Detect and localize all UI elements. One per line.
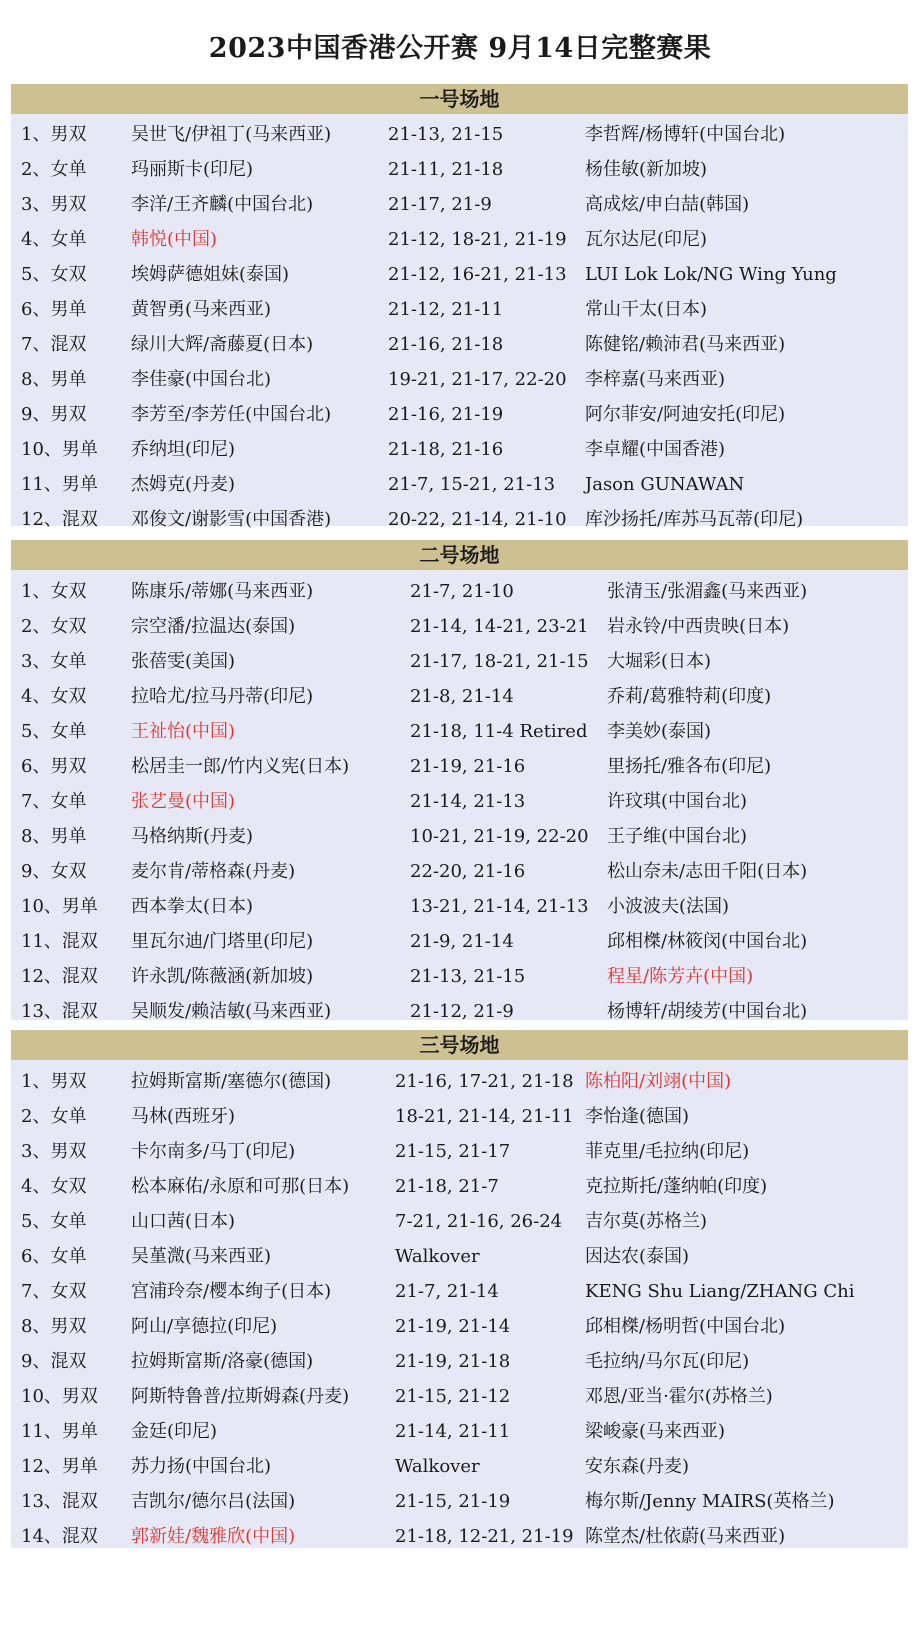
match-row (11, 994, 908, 1029)
match-number: 8、男单 (21, 826, 87, 847)
player-1: 苏力扬(中国台北) (131, 1456, 272, 1477)
match-number: 6、男双 (21, 756, 87, 777)
match-row (11, 187, 908, 222)
player-1: 张艺曼(中国) (131, 791, 236, 812)
player-2: 邱相榤/杨明哲(中国台北) (585, 1316, 786, 1337)
match-score: 10-21, 21-19, 22-20 (410, 826, 589, 847)
player-1: 陈康乐/蒂娜(马来西亚) (131, 581, 314, 602)
player-1: 马格纳斯(丹麦) (131, 826, 254, 847)
player-2: 瓦尔达尼(印尼) (585, 229, 708, 250)
player-1: 拉哈尤/拉马丹蒂(印尼) (131, 686, 314, 707)
match-number: 1、男双 (21, 124, 87, 145)
match-row (11, 644, 908, 679)
match-row (11, 854, 908, 889)
match-score: 7-21, 21-16, 26-24 (395, 1211, 563, 1232)
match-score: 21-16, 21-19 (388, 404, 504, 425)
player-1: 吴世飞/伊祖丁(马来西亚) (131, 124, 332, 145)
match-score: 21-15, 21-19 (395, 1491, 511, 1512)
player-2: 常山干太(日本) (585, 299, 708, 320)
match-score: 21-7, 21-14 (395, 1281, 499, 1302)
match-row (11, 1309, 908, 1344)
player-1: 张蓓雯(美国) (131, 651, 236, 672)
match-number: 4、女双 (21, 686, 87, 707)
player-1: 阿山/享德拉(印尼) (131, 1316, 278, 1337)
match-row (11, 257, 908, 292)
match-number: 7、女单 (21, 791, 87, 812)
match-number: 7、女双 (21, 1281, 87, 1302)
player-2: 小波波夫(法国) (607, 896, 730, 917)
court-section (11, 84, 908, 530)
player-1: 埃姆萨德姐妹(泰国) (131, 264, 290, 285)
player-1: 拉姆斯富斯/塞德尔(德国) (131, 1071, 332, 1092)
player-2: 吉尔莫(苏格兰) (585, 1211, 708, 1232)
match-score: 13-21, 21-14, 21-13 (410, 896, 589, 917)
match-number: 9、混双 (21, 1351, 87, 1372)
match-row (11, 1099, 908, 1134)
match-number: 8、男单 (21, 369, 87, 390)
player-1: 西本拳太(日本) (131, 896, 254, 917)
court-results (11, 570, 908, 1020)
match-row (11, 502, 908, 537)
player-2: 因达农(泰国) (585, 1246, 690, 1267)
player-2: KENG Shu Liang/ZHANG Chi (585, 1281, 855, 1302)
match-score: 21-13, 21-15 (410, 966, 526, 987)
match-score: 21-15, 21-17 (395, 1141, 511, 1162)
player-1: 山口茜(日本) (131, 1211, 236, 1232)
match-row (11, 784, 908, 819)
match-score: Walkover (395, 1456, 480, 1477)
match-row (11, 362, 908, 397)
player-1: 玛丽斯卡(印尼) (131, 159, 254, 180)
match-row (11, 1379, 908, 1414)
player-2: LUI Lok Lok/NG Wing Yung (585, 264, 837, 285)
match-score: 21-19, 21-14 (395, 1316, 511, 1337)
match-row (11, 222, 908, 257)
match-row (11, 1274, 908, 1309)
match-number: 3、男双 (21, 194, 87, 215)
match-row (11, 1519, 908, 1554)
player-2: 李美妙(泰国) (607, 721, 712, 742)
match-score: 21-7, 15-21, 21-13 (388, 474, 556, 495)
match-score: 21-13, 21-15 (388, 124, 504, 145)
match-score: 21-11, 21-18 (388, 159, 504, 180)
match-row (11, 924, 908, 959)
match-number: 7、混双 (21, 334, 87, 355)
match-row (11, 1204, 908, 1239)
player-1: 吴堇溦(马来西亚) (131, 1246, 272, 1267)
match-number: 5、女单 (21, 1211, 87, 1232)
match-number: 5、女单 (21, 721, 87, 742)
player-2: 菲克里/毛拉纳(印尼) (585, 1141, 750, 1162)
player-1: 宗空潘/拉温达(泰国) (131, 616, 296, 637)
court-section (11, 1030, 908, 1548)
match-number: 1、男双 (21, 1071, 87, 1092)
player-1: 金廷(印尼) (131, 1421, 218, 1442)
match-row (11, 609, 908, 644)
player-1: 麦尔肯/蒂格森(丹麦) (131, 861, 296, 882)
match-row (11, 432, 908, 467)
player-2: 程星/陈芳卉(中国) (607, 966, 754, 987)
player-2: 陈柏阳/刘翊(中国) (585, 1071, 732, 1092)
match-number: 1、女双 (21, 581, 87, 602)
match-number: 6、男单 (21, 299, 87, 320)
match-row (11, 574, 908, 609)
player-2: 安东森(丹麦) (585, 1456, 690, 1477)
player-2: 陈堂杰/杜依蔚(马来西亚) (585, 1526, 786, 1547)
page-title: 2023中国香港公开赛 9月14日完整赛果 (208, 33, 712, 64)
player-1: 阿斯特鲁普/拉斯姆森(丹麦) (131, 1386, 350, 1407)
match-row (11, 959, 908, 994)
match-score: 21-16, 21-18 (388, 334, 504, 355)
player-2: 克拉斯托/蓬纳帕(印度) (585, 1176, 768, 1197)
player-1: 松本麻佑/永原和可那(日本) (131, 1176, 350, 1197)
match-row (11, 1134, 908, 1169)
player-2: 毛拉纳/马尔瓦(印尼) (585, 1351, 750, 1372)
player-1: 王祉怡(中国) (131, 721, 236, 742)
match-number: 8、男双 (21, 1316, 87, 1337)
match-number: 6、女单 (21, 1246, 87, 1267)
player-2: 邓恩/亚当·霍尔(苏格兰) (585, 1386, 773, 1407)
player-2: 松山奈未/志田千阳(日本) (607, 861, 808, 882)
player-1: 松居圭一郎/竹内义宪(日本) (131, 756, 350, 777)
match-row (11, 397, 908, 432)
match-row (11, 714, 908, 749)
player-2: 李怡逢(德国) (585, 1106, 690, 1127)
match-number: 4、女双 (21, 1176, 87, 1197)
player-1: 绿川大辉/斋藤夏(日本) (131, 334, 314, 355)
player-2: 王子维(中国台北) (607, 826, 748, 847)
player-1: 李芳至/李芳任(中国台北) (131, 404, 332, 425)
player-1: 李洋/王齐麟(中国台北) (131, 194, 314, 215)
match-number: 3、男双 (21, 1141, 87, 1162)
match-row (11, 679, 908, 714)
player-1: 黄智勇(马来西亚) (131, 299, 272, 320)
match-number: 10、男单 (21, 896, 98, 917)
player-2: 杨博轩/胡绫芳(中国台北) (607, 1001, 808, 1022)
match-score: 21-15, 21-12 (395, 1386, 511, 1407)
match-number: 9、女双 (21, 861, 87, 882)
match-number: 9、男双 (21, 404, 87, 425)
match-row (11, 1064, 908, 1099)
match-score: 20-22, 21-14, 21-10 (388, 509, 567, 530)
match-row (11, 819, 908, 854)
player-1: 吉凯尔/德尔吕(法国) (131, 1491, 296, 1512)
match-score: 21-12, 18-21, 21-19 (388, 229, 567, 250)
match-score: 21-7, 21-10 (410, 581, 514, 602)
player-1: 杰姆克(丹麦) (131, 474, 236, 495)
court-section (11, 540, 908, 1020)
match-score: 21-16, 17-21, 21-18 (395, 1071, 574, 1092)
player-1: 李佳豪(中国台北) (131, 369, 272, 390)
match-score: 18-21, 21-14, 21-11 (395, 1106, 574, 1127)
match-number: 12、混双 (21, 966, 98, 987)
match-score: 21-12, 21-9 (410, 1001, 514, 1022)
match-number: 4、女单 (21, 229, 87, 250)
match-score: 21-19, 21-18 (395, 1351, 511, 1372)
player-2: 岩永铃/中西贵映(日本) (607, 616, 790, 637)
court-header: 二号场地 (11, 540, 908, 570)
player-2: 大堀彩(日本) (607, 651, 712, 672)
match-row (11, 1344, 908, 1379)
player-2: 梁峻豪(马来西亚) (585, 1421, 726, 1442)
player-2: 杨佳敏(新加坡) (585, 159, 708, 180)
match-row (11, 152, 908, 187)
match-score: 22-20, 21-16 (410, 861, 526, 882)
match-score: 21-18, 12-21, 21-19 (395, 1526, 574, 1547)
player-2: Jason GUNAWAN (585, 474, 745, 495)
match-score: Walkover (395, 1246, 480, 1267)
match-score: 19-21, 21-17, 22-20 (388, 369, 567, 390)
match-number: 11、男单 (21, 1421, 98, 1442)
match-score: 21-12, 21-11 (388, 299, 504, 320)
player-2: 库沙扬托/库苏马瓦蒂(印尼) (585, 509, 804, 530)
match-number: 5、女双 (21, 264, 87, 285)
match-row (11, 467, 908, 502)
court-header: 一号场地 (11, 84, 908, 114)
match-number: 10、男单 (21, 439, 98, 460)
match-score: 21-8, 21-14 (410, 686, 514, 707)
match-row (11, 292, 908, 327)
player-2: 高成炫/申白喆(韩国) (585, 194, 750, 215)
court-header: 三号场地 (11, 1030, 908, 1060)
match-number: 14、混双 (21, 1526, 98, 1547)
match-score: 21-18, 21-16 (388, 439, 504, 460)
player-1: 乔纳坦(印尼) (131, 439, 236, 460)
match-score: 21-9, 21-14 (410, 931, 514, 952)
match-number: 2、女单 (21, 1106, 87, 1127)
match-row (11, 1169, 908, 1204)
player-1: 宫浦玲奈/樱本绚子(日本) (131, 1281, 332, 1302)
player-1: 韩悦(中国) (131, 229, 218, 250)
player-2: 李哲辉/杨博轩(中国台北) (585, 124, 786, 145)
match-number: 11、混双 (21, 931, 98, 952)
match-number: 12、男单 (21, 1456, 98, 1477)
player-1: 郭新娃/魏雅欣(中国) (131, 1526, 296, 1547)
player-2: 张清玉/张湄鑫(马来西亚) (607, 581, 808, 602)
match-number: 11、男单 (21, 474, 98, 495)
match-score: 21-17, 21-9 (388, 194, 492, 215)
player-2: 乔莉/葛雅特莉(印度) (607, 686, 772, 707)
match-row (11, 1414, 908, 1449)
player-1: 邓俊文/谢影雪(中国香港) (131, 509, 332, 530)
match-row (11, 1484, 908, 1519)
match-score: 21-14, 21-11 (395, 1421, 511, 1442)
match-score: 21-18, 21-7 (395, 1176, 499, 1197)
player-2: 梅尔斯/Jenny MAIRS(英格兰) (585, 1491, 835, 1512)
match-score: 21-12, 16-21, 21-13 (388, 264, 567, 285)
player-2: 邱相榤/林筱闵(中国台北) (607, 931, 808, 952)
match-number: 12、混双 (21, 509, 98, 530)
match-row (11, 117, 908, 152)
match-row (11, 1239, 908, 1274)
match-score: 21-14, 21-13 (410, 791, 526, 812)
match-row (11, 749, 908, 784)
player-1: 吴顺发/赖洁敏(马来西亚) (131, 1001, 332, 1022)
match-score: 21-17, 18-21, 21-15 (410, 651, 589, 672)
player-2: 陈健铭/赖沛君(马来西亚) (585, 334, 786, 355)
player-2: 李梓嘉(马来西亚) (585, 369, 726, 390)
player-1: 卡尔南多/马丁(印尼) (131, 1141, 296, 1162)
player-1: 拉姆斯富斯/洛豪(德国) (131, 1351, 314, 1372)
player-1: 许永凯/陈薇涵(新加坡) (131, 966, 314, 987)
match-number: 2、女双 (21, 616, 87, 637)
match-number: 13、混双 (21, 1001, 98, 1022)
player-2: 李卓耀(中国香港) (585, 439, 726, 460)
player-1: 里瓦尔迪/门塔里(印尼) (131, 931, 314, 952)
match-score: 21-14, 14-21, 23-21 (410, 616, 589, 637)
match-score: 21-19, 21-16 (410, 756, 526, 777)
match-number: 10、男双 (21, 1386, 98, 1407)
match-number: 3、女单 (21, 651, 87, 672)
match-score: 21-18, 11-4 Retired (410, 721, 588, 742)
match-row (11, 889, 908, 924)
court-results (11, 1060, 908, 1548)
match-number: 13、混双 (21, 1491, 98, 1512)
player-2: 阿尔菲安/阿迪安托(印尼) (585, 404, 786, 425)
player-2: 里扬托/雅各布(印尼) (607, 756, 772, 777)
player-1: 马林(西班牙) (131, 1106, 236, 1127)
court-results (11, 114, 908, 530)
match-row (11, 1449, 908, 1484)
match-row (11, 327, 908, 362)
player-2: 许玟琪(中国台北) (607, 791, 748, 812)
match-number: 2、女单 (21, 159, 87, 180)
